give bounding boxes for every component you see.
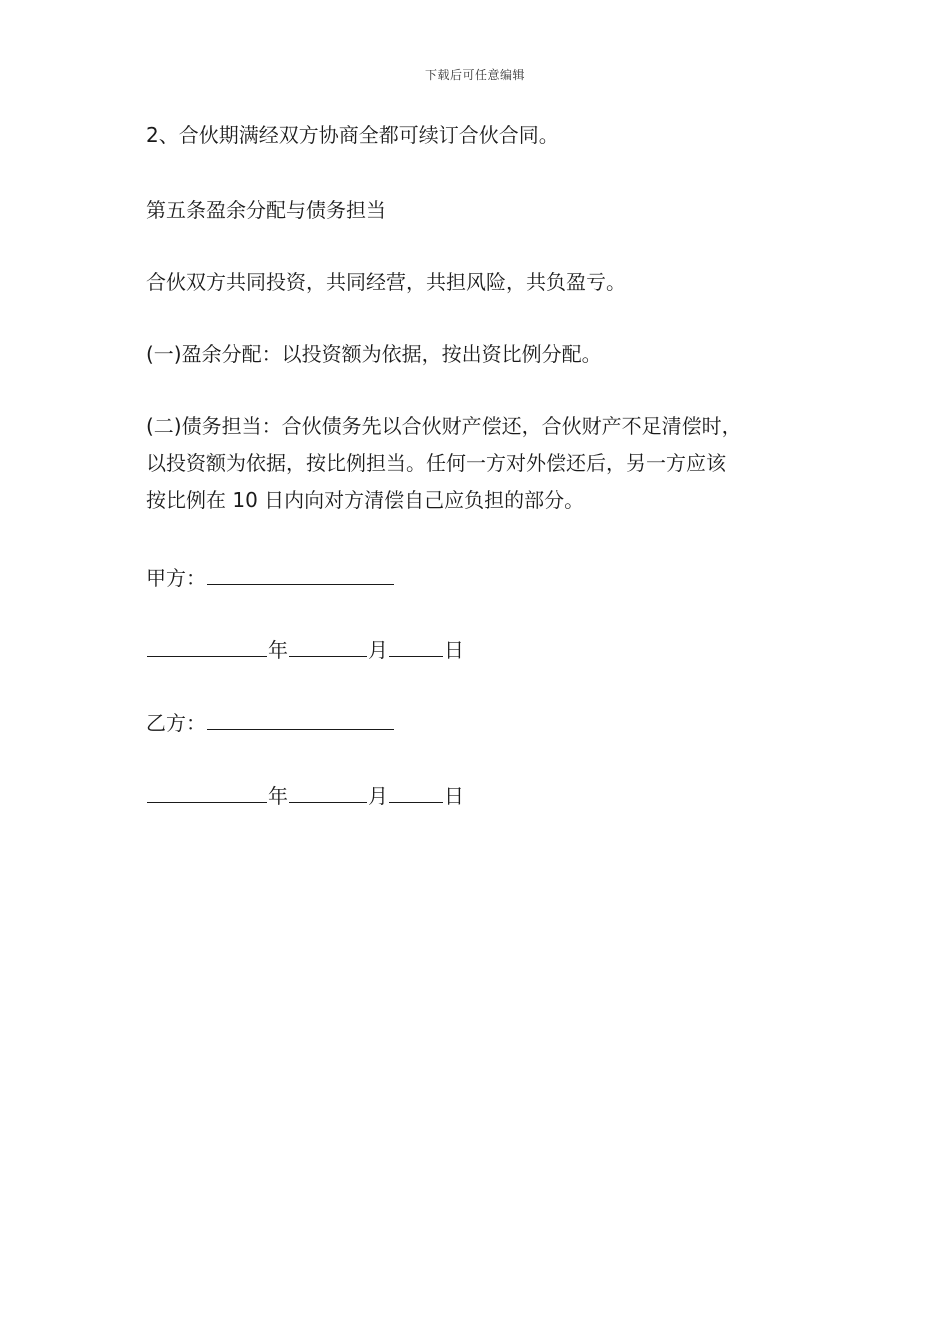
joint-venture-principle: 合伙双方共同投资，共同经营，共担风险，共负盈亏。 <box>146 270 626 294</box>
month-label-b: 月 <box>368 784 388 808</box>
day-blank-a[interactable] <box>389 630 443 657</box>
debt-assumption-line-2: 以投资额为依据，按比例担当。任何一方对外偿还后，另一方应该 <box>146 451 726 475</box>
month-blank-a[interactable] <box>289 630 367 657</box>
year-label-a: 年 <box>268 638 288 662</box>
year-blank-a[interactable] <box>147 630 267 657</box>
party-a-signature-blank[interactable] <box>207 558 394 585</box>
debt-assumption <box>146 408 826 519</box>
day-blank-b[interactable] <box>389 776 443 803</box>
section-title-profit-debt: 第五条盈余分配与债务担当 <box>146 198 386 222</box>
month-blank-b[interactable] <box>289 776 367 803</box>
party-a-label: 甲方： <box>146 566 206 590</box>
day-label-b: 日 <box>444 784 464 808</box>
month-label-a: 月 <box>368 638 388 662</box>
debt-assumption-line-3: 按比例在 10 日内向对方清偿自己应负担的部分。 <box>146 488 585 512</box>
debt-assumption-line-1: (二)债务担当：合伙债务先以合伙财产偿还，合伙财产不足清偿时， <box>146 414 742 438</box>
header-note: 下载后可任意编辑 <box>424 68 525 82</box>
year-label-b: 年 <box>268 784 288 808</box>
date-line-b <box>146 776 826 815</box>
date-line-a <box>146 630 826 669</box>
party-b-signature <box>146 703 826 742</box>
clause-renewal: 2、合伙期满经双方协商全都可续订合伙合同。 <box>146 123 559 147</box>
party-b-signature-blank[interactable] <box>207 703 394 730</box>
year-blank-b[interactable] <box>147 776 267 803</box>
party-a-signature <box>146 558 826 597</box>
party-b-label: 乙方： <box>146 711 206 735</box>
day-label-a: 日 <box>444 638 464 662</box>
profit-distribution: (一)盈余分配：以投资额为依据，按出资比例分配。 <box>146 342 602 366</box>
